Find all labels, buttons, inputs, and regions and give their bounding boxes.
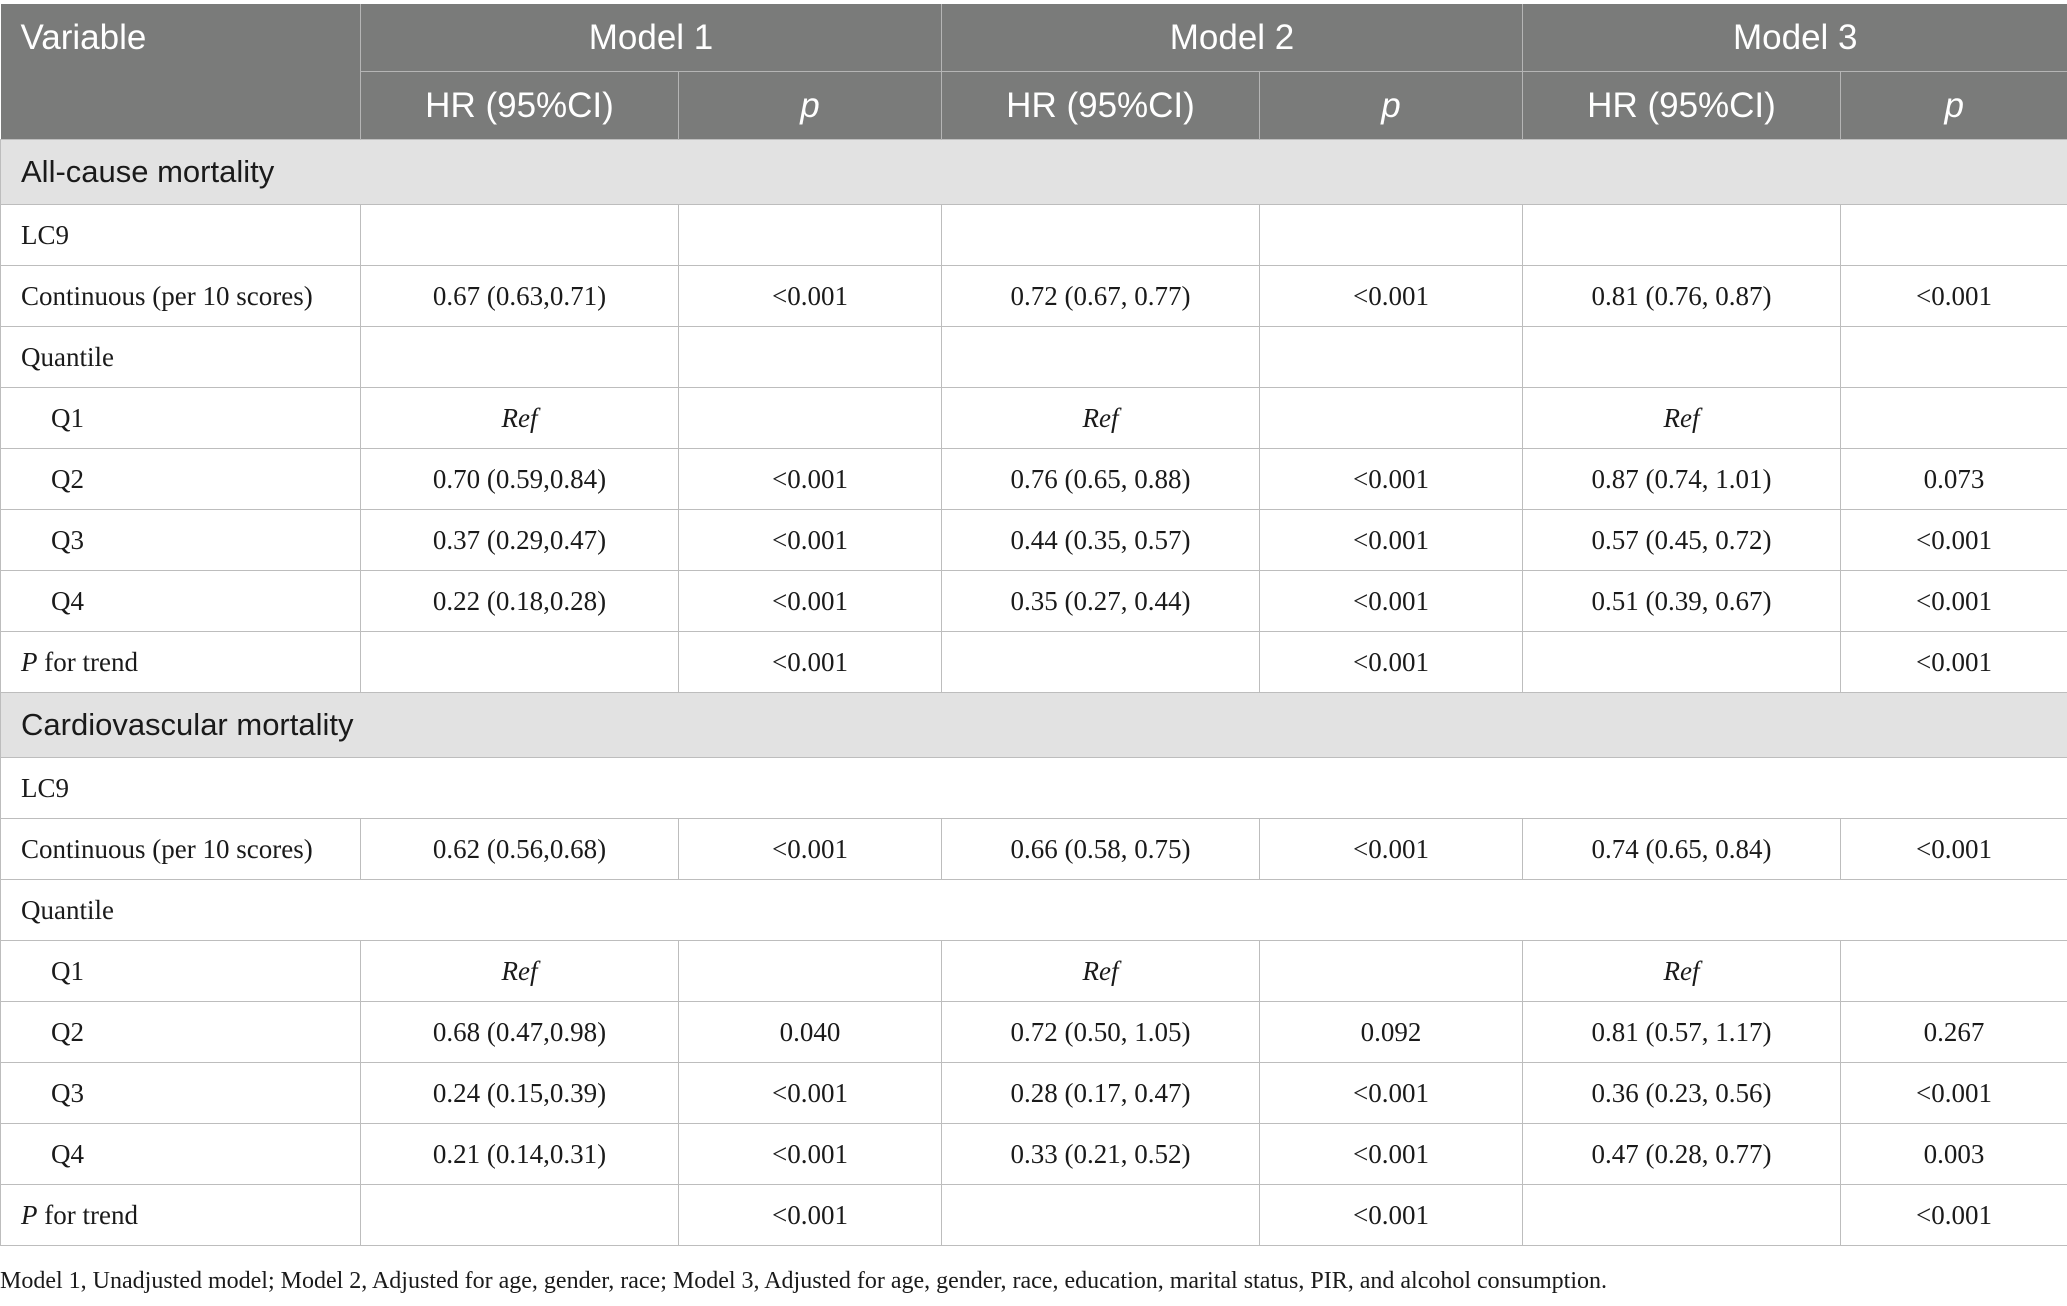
table-cell	[1841, 388, 2067, 449]
section-title-row	[1, 140, 2067, 205]
table-cell: 0.51 (0.39, 0.67)	[1523, 571, 1841, 632]
table-cell	[361, 632, 679, 693]
table-cell: 0.33 (0.21, 0.52)	[942, 1124, 1260, 1185]
row-label: LC9	[1, 758, 2067, 819]
table-cell: 0.76 (0.65, 0.88)	[942, 449, 1260, 510]
row-label	[1, 632, 361, 693]
table-header	[1, 4, 2067, 140]
section-title-row	[1, 693, 2067, 758]
table-cell	[679, 941, 942, 1002]
variable-header: Variable	[1, 4, 361, 140]
table-cell	[361, 205, 679, 266]
table-cell	[1523, 632, 1841, 693]
section-title: Cardiovascular mortality	[1, 693, 2067, 758]
p-header: p	[1260, 72, 1523, 140]
table-cell: <0.001	[1841, 632, 2067, 693]
table-cell: <0.001	[679, 1124, 942, 1185]
table-cell: Ref	[1523, 388, 1841, 449]
table-cell: Ref	[942, 388, 1260, 449]
table-cell: <0.001	[679, 266, 942, 327]
table-cell: 0.003	[1841, 1124, 2067, 1185]
table-cell: 0.62 (0.56,0.68)	[361, 819, 679, 880]
model-2-header: Model 2	[942, 4, 1523, 72]
table-cell: 0.72 (0.50, 1.05)	[942, 1002, 1260, 1063]
table-cell: <0.001	[1260, 449, 1523, 510]
table-cell	[361, 327, 679, 388]
table-row	[1, 758, 2067, 819]
table-row	[1, 1063, 2067, 1124]
table-cell	[942, 632, 1260, 693]
table-row	[1, 1124, 2067, 1185]
table-cell: 0.47 (0.28, 0.77)	[1523, 1124, 1841, 1185]
table-row	[1, 632, 2067, 693]
table-cell: 0.092	[1260, 1002, 1523, 1063]
table-cell: 0.040	[679, 1002, 942, 1063]
table-cell: 0.67 (0.63,0.71)	[361, 266, 679, 327]
row-label: Continuous (per 10 scores)	[1, 266, 361, 327]
table-row	[1, 1185, 2067, 1246]
table-cell	[679, 327, 942, 388]
table-cell: 0.36 (0.23, 0.56)	[1523, 1063, 1841, 1124]
table-cell: Ref	[942, 941, 1260, 1002]
table-cell	[1260, 388, 1523, 449]
table-cell	[1260, 205, 1523, 266]
table-cell	[1523, 205, 1841, 266]
results-table	[0, 4, 2067, 1246]
table-cell: 0.72 (0.67, 0.77)	[942, 266, 1260, 327]
table-cell: <0.001	[679, 1063, 942, 1124]
table-cell: 0.87 (0.74, 1.01)	[1523, 449, 1841, 510]
table-cell: <0.001	[679, 571, 942, 632]
table-cell: Ref	[1523, 941, 1841, 1002]
table-cell: 0.44 (0.35, 0.57)	[942, 510, 1260, 571]
table-row	[1, 941, 2067, 1002]
table-cell: 0.81 (0.57, 1.17)	[1523, 1002, 1841, 1063]
row-label: Quantile	[1, 327, 361, 388]
table-row	[1, 819, 2067, 880]
table-cell	[679, 388, 942, 449]
table-cell: <0.001	[1841, 571, 2067, 632]
row-label: Q2	[1, 1002, 361, 1063]
trend-label: for trend	[37, 1199, 138, 1230]
table-cell	[1523, 1185, 1841, 1246]
table-cell: 0.267	[1841, 1002, 2067, 1063]
table-row	[1, 205, 2067, 266]
table-cell: 0.21 (0.14,0.31)	[361, 1124, 679, 1185]
table-cell: 0.68 (0.47,0.98)	[361, 1002, 679, 1063]
table-cell: Ref	[361, 941, 679, 1002]
table-row	[1, 388, 2067, 449]
table-cell: <0.001	[1260, 1063, 1523, 1124]
table-cell: <0.001	[679, 819, 942, 880]
table-cell	[942, 327, 1260, 388]
table-row	[1, 880, 2067, 941]
row-label: Q4	[1, 571, 361, 632]
table-cell: <0.001	[1841, 819, 2067, 880]
row-label: Q3	[1, 510, 361, 571]
row-label: Q2	[1, 449, 361, 510]
table-cell: 0.74 (0.65, 0.84)	[1523, 819, 1841, 880]
row-label: LC9	[1, 205, 361, 266]
table-row	[1, 327, 2067, 388]
table-row	[1, 449, 2067, 510]
row-label: Continuous (per 10 scores)	[1, 819, 361, 880]
table-cell: <0.001	[679, 449, 942, 510]
p-symbol: P	[21, 1199, 38, 1230]
table-cell: <0.001	[1260, 510, 1523, 571]
table-cell: <0.001	[1260, 1185, 1523, 1246]
table-cell: 0.57 (0.45, 0.72)	[1523, 510, 1841, 571]
table-cell: <0.001	[679, 510, 942, 571]
table-cell: 0.22 (0.18,0.28)	[361, 571, 679, 632]
table-cell: 0.073	[1841, 449, 2067, 510]
table-cell: Ref	[361, 388, 679, 449]
p-header: p	[679, 72, 942, 140]
table-footnote: Model 1, Unadjusted model; Model 2, Adjusted for age, gender, race; Model 3, Adjusted for age, gender, race, education, marital status, PIR, and alcohol consumption.	[0, 1268, 1608, 1294]
table-cell	[1523, 327, 1841, 388]
table-cell: <0.001	[679, 632, 942, 693]
table-cell: 0.24 (0.15,0.39)	[361, 1063, 679, 1124]
section-cardiovascular	[1, 693, 2067, 1246]
table-cell	[942, 205, 1260, 266]
table-cell: <0.001	[1260, 632, 1523, 693]
model-1-header: Model 1	[361, 4, 942, 72]
table-cell	[1841, 327, 2067, 388]
model-3-header: Model 3	[1523, 4, 2067, 72]
section-all-cause	[1, 140, 2067, 693]
table-cell: <0.001	[1841, 1063, 2067, 1124]
table-row	[1, 571, 2067, 632]
table-cell	[1260, 941, 1523, 1002]
hr-header: HR (95%CI)	[942, 72, 1260, 140]
row-label: Q1	[1, 941, 361, 1002]
table-cell: 0.28 (0.17, 0.47)	[942, 1063, 1260, 1124]
p-header: p	[1841, 72, 2067, 140]
table-cell	[1841, 941, 2067, 1002]
row-label: Q3	[1, 1063, 361, 1124]
table-cell: 0.37 (0.29,0.47)	[361, 510, 679, 571]
p-symbol: P	[21, 646, 38, 677]
table-row	[1, 266, 2067, 327]
table-cell	[1260, 327, 1523, 388]
hr-header: HR (95%CI)	[1523, 72, 1841, 140]
section-title: All-cause mortality	[1, 140, 2067, 205]
hr-header: HR (95%CI)	[361, 72, 679, 140]
table-cell	[942, 1185, 1260, 1246]
row-label: Q4	[1, 1124, 361, 1185]
table-cell: 0.81 (0.76, 0.87)	[1523, 266, 1841, 327]
table-cell: <0.001	[1260, 1124, 1523, 1185]
table-cell	[679, 205, 942, 266]
table-cell: <0.001	[1260, 571, 1523, 632]
table-cell: 0.35 (0.27, 0.44)	[942, 571, 1260, 632]
table-cell: <0.001	[679, 1185, 942, 1246]
row-label: Q1	[1, 388, 361, 449]
table-cell: <0.001	[1841, 266, 2067, 327]
table-cell: 0.70 (0.59,0.84)	[361, 449, 679, 510]
table-cell: 0.66 (0.58, 0.75)	[942, 819, 1260, 880]
table-row	[1, 1002, 2067, 1063]
table-cell: <0.001	[1841, 510, 2067, 571]
table-cell: <0.001	[1841, 1185, 2067, 1246]
trend-label: for trend	[37, 646, 138, 677]
table-cell	[361, 1185, 679, 1246]
table-cell	[1841, 205, 2067, 266]
table-cell: <0.001	[1260, 266, 1523, 327]
row-label: Quantile	[1, 880, 2067, 941]
table-row	[1, 510, 2067, 571]
row-label	[1, 1185, 361, 1246]
table-cell: <0.001	[1260, 819, 1523, 880]
